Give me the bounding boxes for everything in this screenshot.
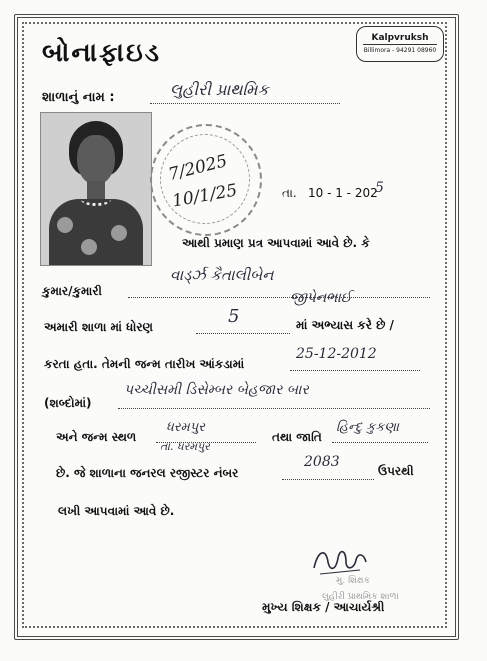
register-label: છે. જે શાળાના જનરલ રજીસ્ટર નંબર [56,466,239,480]
date-label: તા. [282,186,297,200]
student-photo [40,112,152,266]
school-name-line [150,103,340,104]
student-father-name-value: જીપેનભાઈ [290,290,352,306]
dob-words-value: પચ્ચીસમી ડિસેમ્બર બેહજાર બાર [124,382,309,398]
birth-place-label: અને જન્મ સ્થળ [56,430,137,444]
dob-words-label: (શબ્દોમાં) [44,396,92,410]
photo-stamp [150,124,262,236]
caste-value: હિન્દુ કુકણા [336,420,399,435]
caste-line [332,442,428,443]
register-line [282,479,374,480]
principal-designation: મુખ્ય શિક્ષક / આચાર્યશ્રી [262,600,385,614]
register-number-value: 2083 [304,454,340,470]
standard-suffix: માં અભ્યાસ કરે છે / [296,318,394,332]
dob-line [290,370,420,371]
birth-place-value-2: તા. ધરમપુર [160,440,210,453]
standard-label: અમારી શાળા માં ધોરણ [44,320,154,334]
stamp-text-1: મુ. શિક્ષક [336,576,370,586]
date-value: 10 - 1 - 202 [308,186,378,200]
school-name-value: લુહીરી પ્રાથમિક [170,80,269,99]
date-value-suffix: 5 [375,180,384,196]
signature-scribble [310,540,370,580]
certificate-title: બોનાફાઇડ [42,38,162,68]
standard-value: 5 [228,306,240,327]
register-suffix: ઉપરથી [378,464,414,478]
photo-date-line1: 7/2025 [166,151,230,185]
student-name-label: કુમાર/કુમારી [42,284,102,298]
standard-line [196,333,290,334]
student-name-value: વાર્ડ્ઝ કૈતાલીબેન [170,266,274,284]
brand-logo [356,26,444,62]
student-name-line [128,297,430,298]
principal-signature [310,540,370,580]
brand-name: Kalpvruksh [363,32,437,45]
closing-text: લખી આપવામાં આવે છે. [58,504,175,518]
stamp-text-2: લુહીરી પ્રાથમિક શાળા [322,592,399,602]
dob-words-line [118,408,430,409]
intro-text: આથી પ્રમાણ પ્રત્ર આપવામાં આવે છે. કે [182,236,370,250]
caste-label: તથા જાતિ [272,430,322,444]
school-name-label: શાળાનું નામ : [42,90,115,105]
dob-value: 25-12-2012 [296,346,377,362]
dob-label: કરતા હતા. તેમની જન્મ તારીખ આંકડામાં [44,357,245,371]
brand-subtitle: Billimora - 94291 08960 [363,47,437,54]
photo-date-line2: 10/1/25 [170,180,239,212]
birth-place-value: ધરમપુર [166,420,205,435]
